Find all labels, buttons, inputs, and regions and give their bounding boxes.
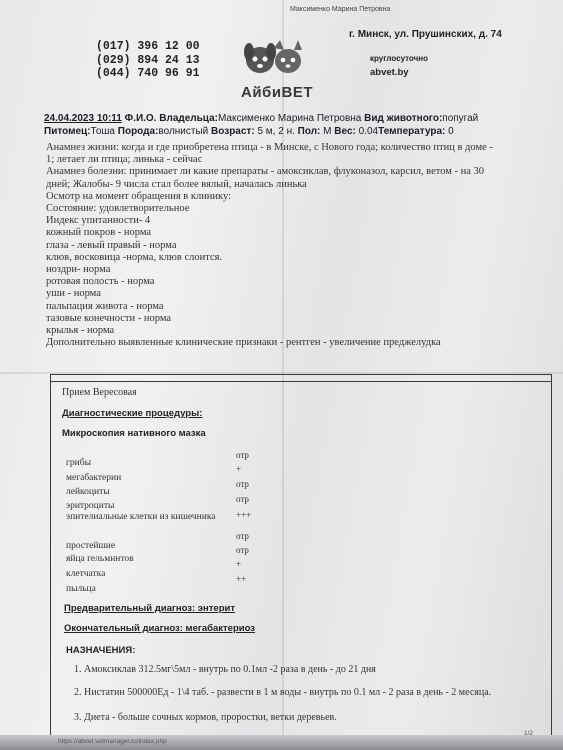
test-value: +++ bbox=[236, 510, 252, 520]
breed-value: волнистый bbox=[158, 126, 209, 137]
microscopy-title: Микроскопия нативного мазка bbox=[62, 428, 206, 439]
sex-value: М bbox=[323, 126, 332, 137]
footer-url: https://abvet.vetmanager.ru/index.php bbox=[58, 738, 167, 745]
anamnesis-line: Анамнез жизни: когда и где приобретена птица - в Минске, с Нового года; количество птиц в доме - bbox=[46, 142, 493, 153]
species-value: попугай bbox=[442, 113, 479, 124]
test-label: эпителиальные клетки из кишечника bbox=[66, 512, 216, 522]
test-value: отр bbox=[236, 545, 249, 555]
diagnostics-title: Диагностические процедуры: bbox=[62, 408, 203, 419]
anamnesis-line: клюв, восковица -норма, клюв слоится. bbox=[46, 251, 223, 263]
owner-name: Максименко Марина Петровна bbox=[217, 113, 362, 124]
visit-date: 24.04.2023 10:11 bbox=[44, 113, 122, 124]
visit-doctor: Прием Вересовая bbox=[62, 387, 137, 398]
anamnesis-line: Индекс упитанности- 4 bbox=[46, 215, 151, 227]
age-label: Возраст: bbox=[211, 126, 255, 137]
test-label: эритроциты bbox=[66, 501, 115, 511]
test-value: отр bbox=[236, 479, 249, 489]
anamnesis-line: 1; летает ли птица; линька - сейчас bbox=[46, 154, 203, 166]
clinic-phones bbox=[96, 40, 200, 81]
anamnesis-line: Анамнез болезни: принимает ли какие препараты - амоксиклав, флуконазол, карсил, ветом - на 30 bbox=[46, 166, 485, 178]
clinic-website: abvet.by bbox=[370, 67, 409, 78]
owner-label: Ф.И.О. Владельца: bbox=[124, 113, 218, 124]
prescription-item: 1. Амоксиклав 312.5мг\5мл - внутрь по 0.1мл -2 раза в день - до 21 дня bbox=[74, 664, 376, 675]
test-label: яйца гельминтов bbox=[66, 554, 134, 564]
test-value: отр bbox=[236, 494, 249, 504]
clinic-hours: круглосуточно bbox=[370, 54, 428, 63]
prescriptions-title: НАЗНАЧЕНИЯ: bbox=[66, 645, 136, 656]
temperature-label: Температура: bbox=[378, 126, 446, 137]
anamnesis-line: Состояние: удовлетворительное bbox=[46, 203, 190, 215]
test-label: клетчатка bbox=[66, 569, 106, 579]
anamnesis-line: пальпация живота - норма bbox=[46, 300, 164, 312]
prescription-item: 3. Диета - больше сочных кормов, проростки, ветки деревьев. bbox=[74, 712, 337, 723]
owner-name-top: Максименко Марина Петровна bbox=[290, 6, 391, 13]
anamnesis-line: Дополнительно выявленные клинические признаки - рентген - увеличение преджелудка bbox=[46, 337, 441, 349]
preliminary-diagnosis: Предварительный диагноз: энтерит bbox=[64, 603, 235, 614]
clinic-logo-text: АйбиВЕТ bbox=[241, 84, 314, 101]
header-line-2 bbox=[44, 126, 454, 137]
anamnesis-line: ротовая полость - норма bbox=[46, 276, 155, 288]
anamnesis-line: Осмотр на момент обращения в клинику: bbox=[46, 190, 232, 202]
page-number: 1/2 bbox=[524, 730, 534, 737]
test-value: + bbox=[236, 464, 242, 474]
weight-label: Вес: bbox=[334, 126, 356, 137]
phone-2: (029) 894 24 13 bbox=[96, 53, 200, 67]
breed-label: Порода: bbox=[117, 126, 159, 137]
test-label: пыльца bbox=[66, 584, 96, 594]
prescription-item: 2. Нистатин 500000Ед - 1\4 таб. - развести в 1 м воды - внутрь по 0.1 мл - 2 раза в день - 2 месяца. bbox=[74, 687, 492, 698]
anamnesis-line: крылья - норма bbox=[46, 325, 115, 337]
sex-label: Пол: bbox=[297, 126, 321, 137]
temperature-value: 0 bbox=[448, 126, 454, 137]
test-label: мегабактерии bbox=[66, 473, 122, 483]
phone-3: (044) 740 96 91 bbox=[96, 67, 200, 80]
pet-label: Питомец: bbox=[44, 126, 91, 137]
test-value: отр bbox=[236, 531, 249, 541]
test-value: + bbox=[236, 559, 242, 569]
final-diagnosis: Окончательный диагноз: мегабактериоз bbox=[64, 623, 255, 634]
species-label: Вид животного: bbox=[364, 113, 443, 124]
anamnesis-line: уши - норма bbox=[46, 288, 101, 300]
clinic-address: г. Минск, ул. Прушинских, д. 74 bbox=[349, 29, 502, 40]
test-label: грибы bbox=[66, 458, 91, 468]
anamnesis-section bbox=[46, 142, 536, 349]
test-label: лейкоциты bbox=[66, 487, 110, 497]
test-value: отр bbox=[236, 450, 249, 460]
test-label: простейшие bbox=[66, 541, 116, 551]
anamnesis-line: тазовые конечности - норма bbox=[46, 312, 172, 324]
anamnesis-line: ноздри- норма bbox=[46, 264, 111, 276]
header-line-1 bbox=[44, 113, 478, 124]
anamnesis-line: глаза - левый правый - норма bbox=[46, 239, 177, 251]
pet-name: Тоша bbox=[90, 126, 115, 137]
visit-box-top-rule bbox=[50, 381, 552, 382]
age-value: 5 м, 2 н. bbox=[257, 126, 295, 137]
anamnesis-line: дней; Жалобы- 9 числа стал более вялый, началась линька bbox=[46, 178, 307, 190]
weight-value: 0.04 bbox=[358, 126, 379, 137]
phone-1: (017) 396 12 00 bbox=[96, 40, 200, 53]
test-value: ++ bbox=[236, 574, 247, 584]
anamnesis-line: кожный покров - норма bbox=[46, 227, 152, 239]
